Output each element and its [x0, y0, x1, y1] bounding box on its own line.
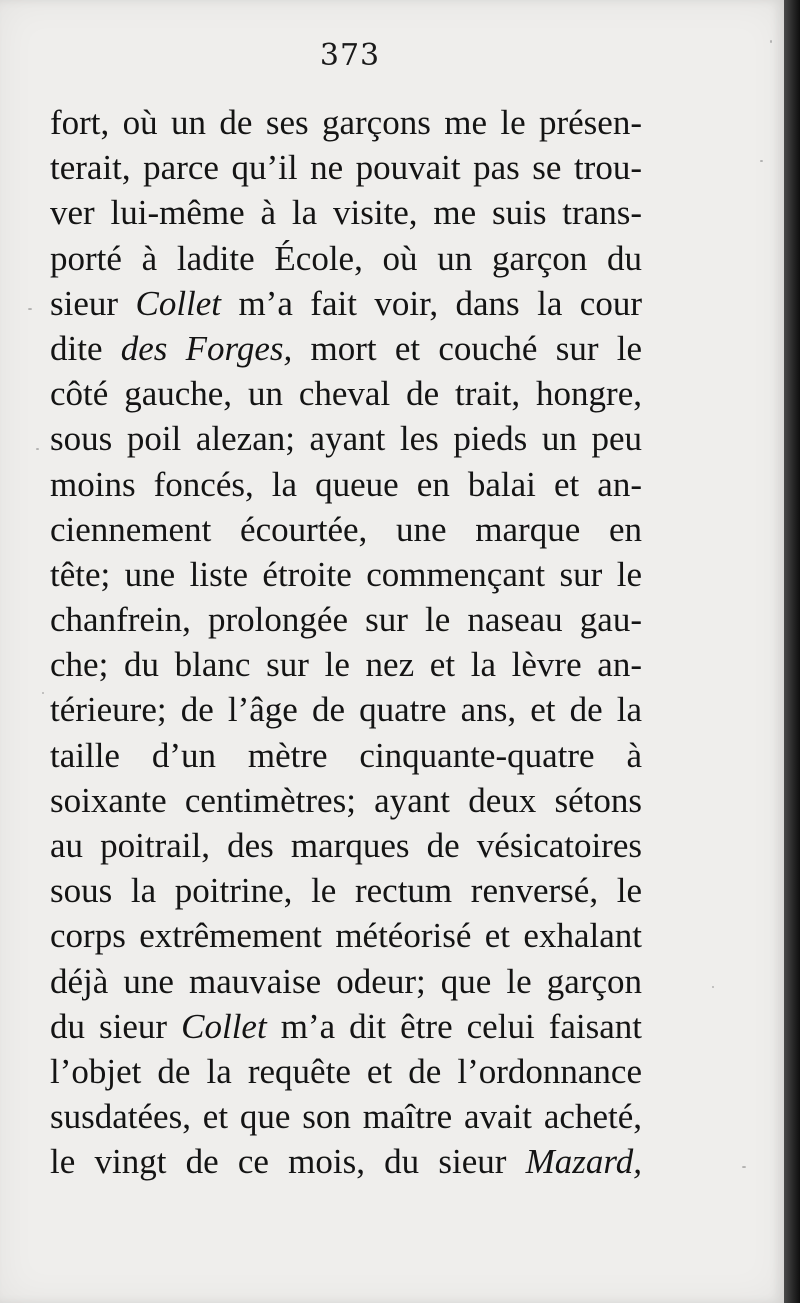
text-segment: m’a dit être celui faisant: [266, 1006, 642, 1046]
text-segment: déjà une mauvaise odeur; que le garçon: [50, 961, 642, 1001]
text-line: [50, 913, 642, 958]
text-line: [50, 190, 642, 235]
paper-speck: [712, 986, 714, 988]
page-number: 373: [319, 38, 381, 73]
text-line: [50, 868, 642, 913]
text-segment: taille d’un mètre cinquante-quatre à: [50, 735, 642, 775]
text-line: [50, 552, 642, 597]
text-segment: moins foncés, la queue en balai et an-: [50, 464, 642, 504]
paper-speck: [770, 40, 772, 43]
text-line: [50, 959, 642, 1004]
text-line: [50, 236, 642, 281]
text-line: [50, 733, 642, 778]
page-edge-shadow: [784, 0, 800, 1303]
text-segment: térieure; de l’âge de quatre ans, et de la: [50, 690, 642, 730]
text-segment: côté gauche, un cheval de trait, hongre,: [50, 374, 642, 414]
text-line: [50, 597, 642, 642]
text-segment: ciennement écourtée, une marque en: [50, 509, 642, 549]
paper-speck: [760, 160, 763, 162]
italic-name: des Forges,: [120, 328, 293, 368]
text-segment: le vingt de ce mois, du sieur: [50, 1142, 526, 1182]
text-segment: sous la poitrine, le rectum renversé, le: [50, 871, 642, 911]
italic-name: Mazard,: [525, 1142, 642, 1182]
text-line: [50, 1004, 642, 1049]
italic-name: Collet: [135, 283, 222, 323]
text-segment: sieur: [50, 283, 136, 323]
text-segment: dite: [50, 328, 121, 368]
text-segment: m’a fait voir, dans la cour: [221, 283, 642, 323]
text-segment: terait, parce qu’il ne pouvait pas se trou-: [50, 148, 642, 188]
text-segment: tête; une liste étroite commençant sur le: [50, 554, 642, 594]
text-segment: che; du blanc sur le nez et la lèvre an-: [50, 645, 642, 685]
text-line: [50, 416, 642, 461]
text-segment: au poitrail, des marques de vésicatoires: [50, 826, 642, 865]
body-text: [50, 100, 642, 1185]
text-line: [50, 462, 642, 507]
text-line: [50, 281, 642, 326]
text-segment: mort et couché sur le: [292, 328, 642, 368]
text-segment: corps extrêmement météorisé et exhalant: [50, 916, 642, 956]
italic-name: Collet: [181, 1006, 267, 1046]
text-segment: porté à ladite École, où un garçon du: [50, 238, 642, 278]
text-line: [50, 507, 642, 552]
text-segment: fort, où un de ses garçons me le présen-: [50, 103, 642, 142]
text-segment: sous poil alezan; ayant les pieds un peu: [50, 419, 642, 459]
text-line: [50, 100, 642, 145]
text-segment: susdatées, et que son maître avait acheté,: [50, 1097, 642, 1137]
text-line: [50, 778, 642, 823]
paper-speck: [42, 692, 44, 694]
text-line: [50, 823, 642, 868]
text-segment: du sieur: [50, 1006, 182, 1046]
text-segment: soixante centimètres; ayant deux sétons: [50, 780, 642, 820]
text-segment: l’objet de la requête et de l’ordonnance: [50, 1051, 642, 1091]
text-line: [50, 642, 642, 687]
text-line: [50, 371, 642, 416]
text-line: [50, 326, 642, 371]
text-segment: ver lui-même à la visite, me suis trans-: [50, 193, 642, 233]
text-line: [50, 145, 642, 190]
text-line: [50, 1094, 642, 1139]
paper-speck: [742, 1166, 746, 1168]
text-line: [50, 687, 642, 732]
text-line: [50, 1139, 642, 1184]
text-segment: chanfrein, prolongée sur le naseau gau-: [50, 600, 642, 640]
paper-speck: [36, 448, 39, 450]
text-line: [50, 1049, 642, 1094]
paper-speck: [28, 308, 32, 310]
